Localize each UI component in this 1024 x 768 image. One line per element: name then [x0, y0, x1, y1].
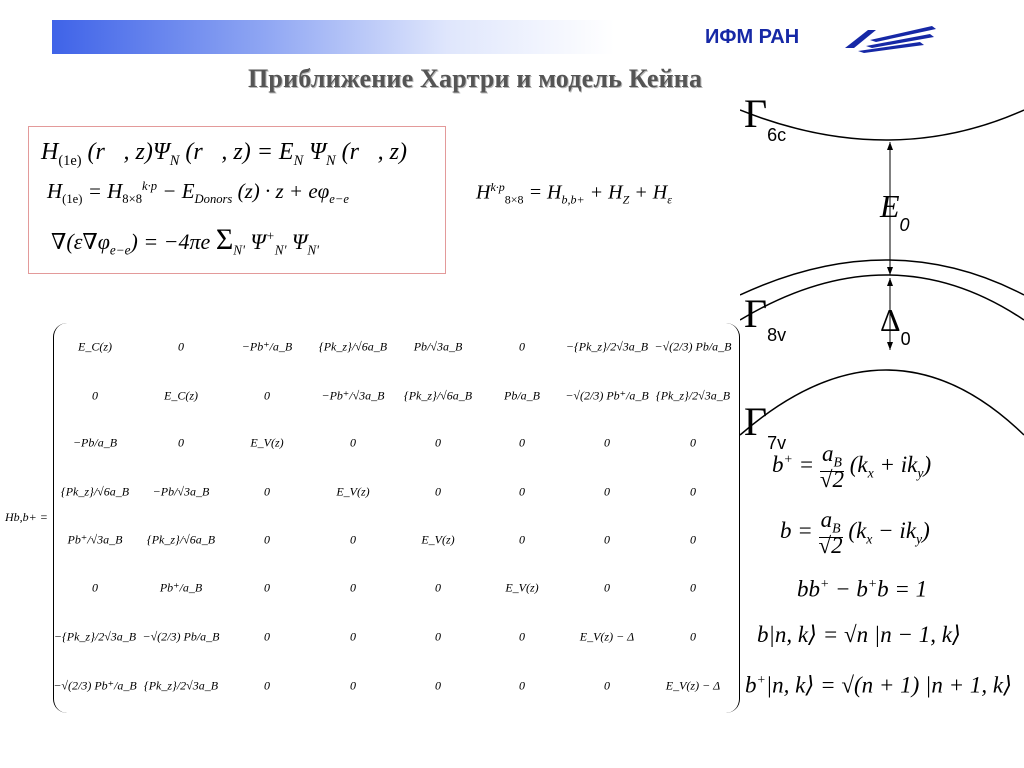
hartree-equations-box: [28, 126, 446, 274]
matrix-cell: −√(2/3) Pb/a_B: [142, 629, 220, 644]
matrix-cell: 0: [604, 484, 610, 499]
matrix-cell: 0: [690, 580, 696, 595]
matrix-cell: 0: [350, 532, 356, 547]
matrix-cell: Pb⁺/√3a_B: [67, 532, 123, 547]
matrix-cell: −{Pk_z}/2√3a_B: [565, 339, 649, 354]
matrix-cell: 0: [690, 532, 696, 547]
matrix-cell: 0: [92, 580, 98, 595]
commutator-relation: bb+ − b+b = 1: [797, 576, 928, 602]
schrodinger-equation: $H_{(1e)}$ (r⃗, $z)\Psi_N$ (r⃗, $z) = E_N$ $\Psi_N$ (r⃗, z): [41, 139, 408, 169]
matrix-cell: E_V(z) − Δ: [665, 678, 721, 693]
e0-label: $E_0$: [880, 188, 910, 235]
matrix-cell: 0: [350, 629, 356, 644]
matrix-right-bracket: [725, 323, 740, 713]
matrix-cell: 0: [264, 629, 270, 644]
h8x8-decomposition: $H^{k\cdot p}_{8\times 8} = H_{b,b+} + H_Z + H_\varepsilon$: [476, 180, 672, 207]
matrix-cell: E_V(z): [421, 532, 455, 547]
matrix-cell: E_V(z): [336, 484, 370, 499]
delta0-label: $\Delta_0$: [880, 302, 911, 349]
matrix-cell: 0: [519, 339, 525, 354]
poisson-equation: $\nabla(\varepsilon\nabla\varphi_{e-e}) = -4\pi e$ $\Sigma_{N'}$ $\Psi^+_{N'}$ $\Psi_{N'}$: [51, 223, 319, 258]
matrix-cell: 0: [690, 435, 696, 450]
matrix-cell: −Pb/a_B: [72, 435, 118, 450]
matrix-cell: −Pb⁺/√3a_B: [321, 388, 385, 403]
matrix-cell: −{Pk_z}/2√3a_B: [53, 629, 137, 644]
b-definition: b = $\frac{a_B}{√2}$ $(k_x - ik_y)$: [780, 507, 930, 558]
matrix-cell: 0: [178, 435, 184, 450]
matrix-cell: 0: [350, 435, 356, 450]
matrix-cell: {Pk_z}/2√3a_B: [143, 678, 219, 693]
matrix-cell: −Pb/√3a_B: [152, 484, 210, 499]
matrix-cell: 0: [92, 388, 98, 403]
matrix-cell: 0: [690, 629, 696, 644]
matrix-cell: {Pk_z}/√6a_B: [318, 339, 388, 354]
matrix-cell: 0: [435, 484, 441, 499]
matrix-cell: 0: [604, 435, 610, 450]
slide-title: Приближение Хартри и модель Кейна: [248, 64, 703, 93]
matrix-cell: {Pk_z}/√6a_B: [146, 532, 216, 547]
matrix-cell: {Pk_z}/√6a_B: [60, 484, 130, 499]
matrix-cell: 0: [604, 678, 610, 693]
matrix-cell: 0: [264, 388, 270, 403]
matrix-cell: 0: [264, 484, 270, 499]
matrix-cell: 0: [350, 580, 356, 595]
matrix-cell: −√(2/3) Pb⁺/a_B: [565, 388, 649, 403]
matrix-left-bracket: [53, 323, 68, 713]
matrix-cell: 0: [435, 580, 441, 595]
matrix-cell: 0: [690, 484, 696, 499]
matrix-cell: 0: [519, 532, 525, 547]
matrix-cell: Pb/a_B: [504, 388, 540, 403]
matrix-cell: 0: [435, 435, 441, 450]
matrix-cell: −Pb⁺/a_B: [241, 339, 293, 354]
matrix-cell: 0: [519, 678, 525, 693]
matrix-cell: {Pk_z}/√6a_B: [403, 388, 473, 403]
matrix-cell: E_V(z) − Δ: [579, 629, 635, 644]
matrix-cell: 0: [519, 629, 525, 644]
institute-logo-icon: [840, 20, 940, 54]
matrix-cell: Pb/√3a_B: [413, 339, 463, 354]
matrix-cell: Pb⁺/a_B: [159, 580, 203, 595]
gamma-7v-label: $\Gamma_{7v}$: [744, 399, 787, 453]
matrix-cell: 0: [604, 580, 610, 595]
matrix-cell: 0: [264, 580, 270, 595]
matrix-cell: E_C(z): [164, 388, 198, 403]
matrix-cell: E_V(z): [250, 435, 284, 450]
org-name: ИФМ РАН: [705, 26, 800, 48]
matrix-cell: {Pk_z}/2√3a_B: [655, 388, 731, 403]
matrix-cell: 0: [604, 532, 610, 547]
matrix-cell: −√(2/3) Pb/a_B: [654, 339, 732, 354]
raising-operator-action: b+|n, k⟩ = √(n + 1) |n + 1, k⟩: [745, 672, 1013, 698]
matrix-cell: E_C(z): [78, 339, 112, 354]
hamiltonian-equation: $H_{(1e)} = H_{8\times 8}^{k\cdot p} - E_{Donors}$ $(z) \cdot z + e\varphi_{e-e}$: [47, 179, 349, 207]
matrix-cell: 0: [264, 678, 270, 693]
gamma-6c-label: $\Gamma_{6c}$: [744, 91, 787, 145]
gamma-8v-label: $\Gamma_{8v}$: [744, 291, 787, 345]
matrix-cell: E_V(z): [505, 580, 539, 595]
header-bar: [52, 20, 812, 54]
matrix-label: Hb,b+ =: [5, 510, 48, 524]
matrix-cell: 0: [350, 678, 356, 693]
matrix-cell: 0: [435, 629, 441, 644]
matrix-cell: 0: [435, 678, 441, 693]
matrix-cell: 0: [519, 435, 525, 450]
lowering-operator-action: b|n, k⟩ = √n |n − 1, k⟩: [757, 622, 961, 647]
matrix-cell: 0: [178, 339, 184, 354]
matrix-cell: −√(2/3) Pb⁺/a_B: [53, 678, 137, 693]
b-plus-definition: b+ = $\frac{a_B}{√2}$ $(k_x + ik_y)$: [772, 441, 932, 492]
matrix-cell: 0: [264, 532, 270, 547]
matrix-cell: 0: [519, 484, 525, 499]
